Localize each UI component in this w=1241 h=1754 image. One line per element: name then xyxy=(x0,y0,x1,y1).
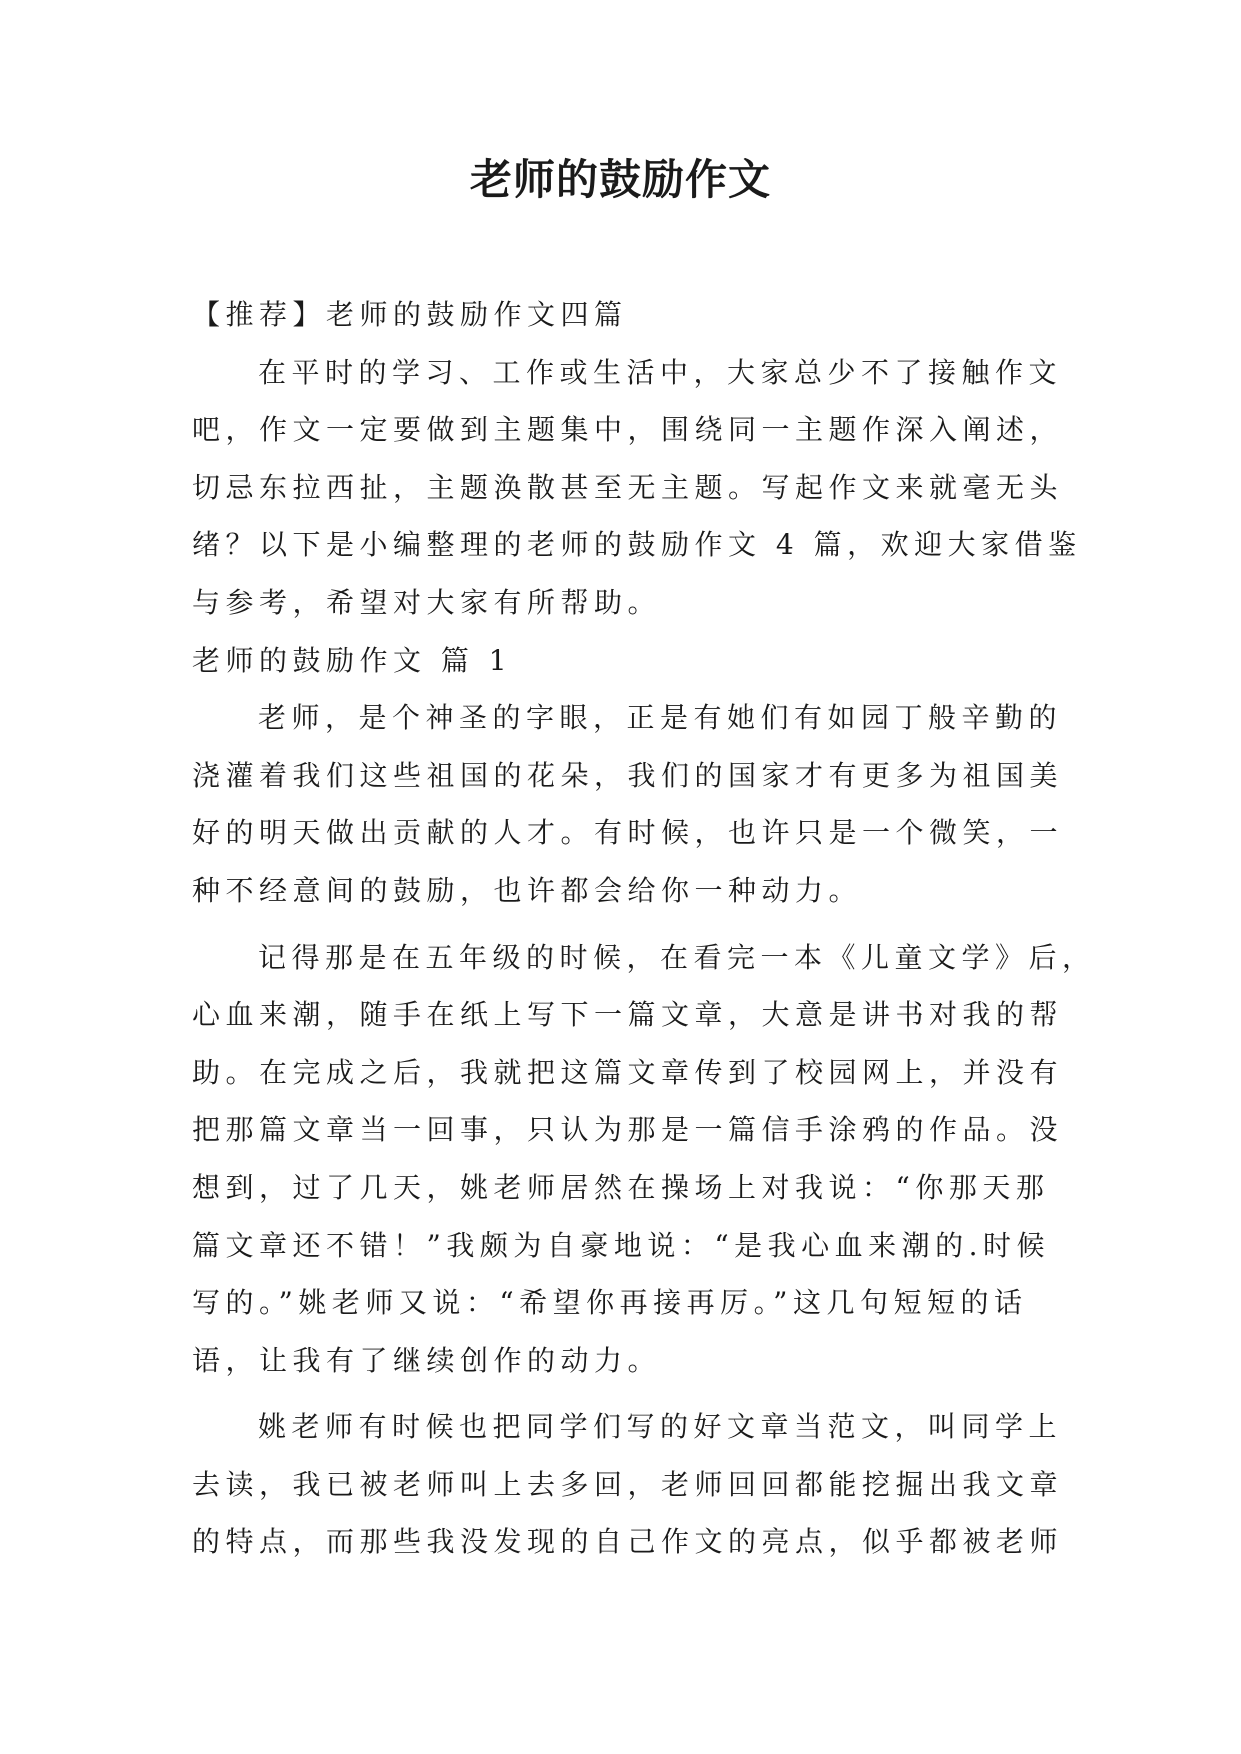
text-line: 切忌东拉西扯，主题涣散甚至无主题。写起作文来就毫无头 xyxy=(192,470,1064,504)
section-heading: 老师的鼓励作文 篇 1 xyxy=(192,643,513,677)
text-line: 与参考，希望对大家有所帮助。 xyxy=(192,585,662,619)
text-line: 绪？以下是小编整理的老师的鼓励作文 4 篇，欢迎大家借鉴 xyxy=(192,528,1082,562)
paragraph-2 xyxy=(192,929,1096,1390)
text-line: 写的。”姚老师又说：“希望你再接再厉。”这几句短短的话 xyxy=(192,1286,1028,1320)
paragraph-3 xyxy=(192,1398,1062,1571)
document-title: 老师的鼓励作文 xyxy=(469,155,771,204)
text-line: 想到，过了几天，姚老师居然在操场上对我说：“你那天那 xyxy=(192,1170,1050,1204)
text-line: 姚老师有时候也把同学们写的好文章当范文，叫同学上 xyxy=(258,1410,1063,1444)
text-line: 语，让我有了继续创作的动力。 xyxy=(192,1343,662,1377)
text-line: 记得那是在五年级的时候，在看完一本《儿童文学》后， xyxy=(258,940,1096,974)
text-line: 吧，作文一定要做到主题集中，围绕同一主题作深入阐述， xyxy=(192,413,1064,447)
paragraph-gap xyxy=(192,920,1062,929)
text-line: 把那篇文章当一回事，只认为那是一篇信手涂鸦的作品。没 xyxy=(192,1113,1064,1147)
text-line: 浇灌着我们这些祖国的花朵，我们的国家才有更多为祖国美 xyxy=(192,758,1064,792)
text-line: 篇文章还不错！”我颇为自豪地说：“是我心血来潮的.时候 xyxy=(192,1228,1051,1262)
intro-paragraph xyxy=(192,344,1082,632)
paragraph-gap xyxy=(192,1389,1062,1398)
text-line: 的特点，而那些我没发现的自己作文的亮点，似乎都被老师 xyxy=(192,1525,1064,1559)
text-line: 在平时的学习、工作或生活中，大家总少不了接触作文 xyxy=(258,355,1063,389)
text-line: 心血来潮，随手在纸上写下一篇文章，大意是讲书对我的帮 xyxy=(192,998,1064,1032)
text-line: 助。在完成之后，我就把这篇文章传到了校园网上，并没有 xyxy=(192,1055,1064,1089)
text-line: 去读，我已被老师叫上去多回，老师回回都能挖掘出我文章 xyxy=(192,1467,1064,1501)
text-line: 好的明天做出贡献的人才。有时候，也许只是一个微笑，一 xyxy=(192,816,1064,850)
recommend-line: 【推荐】老师的鼓励作文四篇 xyxy=(192,298,628,331)
paragraph-1 xyxy=(192,689,1062,919)
text-line: 老师，是个神圣的字眼，正是有她们有如园丁般辛勤的 xyxy=(258,701,1063,735)
document-body xyxy=(192,286,1096,1571)
text-line: 种不经意间的鼓励，也许都会给你一种动力。 xyxy=(192,873,863,907)
